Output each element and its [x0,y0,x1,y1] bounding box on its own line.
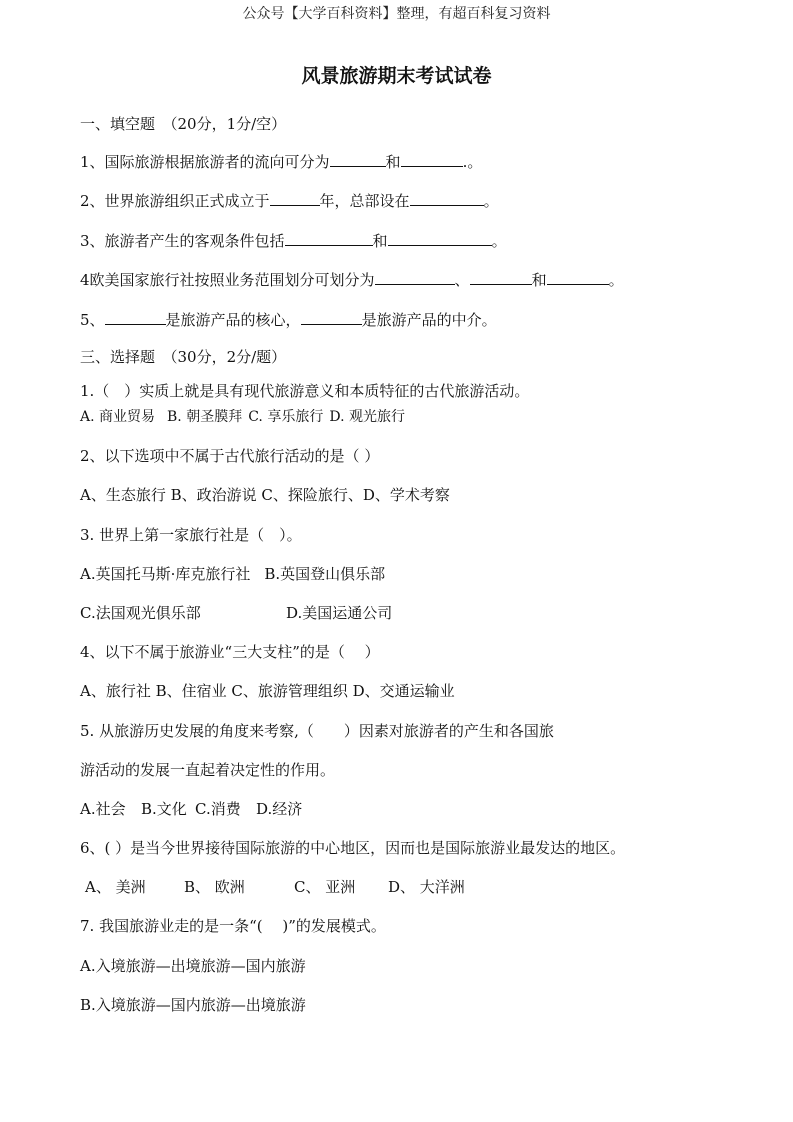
option: D. 观光旅行 [329,409,405,425]
page-title: 风景旅游期末考试试卷 [301,65,492,87]
choice-options-4: A、旅行社 B、住宿业 C、旅游管理组织 D、交通运输业 [80,682,455,700]
option: D、 大洋洲 [388,878,465,896]
fill-question-1 [80,151,482,172]
choice-question-5-line1: 5. 从旅游历史发展的角度来考察,（ ）因素对旅游者的产生和各国旅 [80,722,554,740]
option: C. 享乐旅行 [248,409,324,425]
answer-blank [388,230,492,246]
answer-blank [401,151,463,167]
choice-options-3b [80,603,393,623]
text: 。 [491,232,507,250]
answer-blank [547,269,609,285]
fill-question-4 [80,269,624,290]
answer-blank [410,190,484,206]
answer-blank [375,269,455,285]
choice-options-1 [80,407,405,427]
choice-question-5-line2: 游活动的发展一直起着决定性的作用。 [80,761,336,779]
fill-question-5 [80,309,497,330]
option: C.消费 [195,800,241,818]
choice-question-4: 4、以下不属于旅游业“三大支柱”的是（ ） [80,643,380,661]
option: B、 欧洲 [184,878,245,896]
option: A. 商业贸易 [80,409,156,425]
option: B. 朝圣膜拜 [167,409,243,425]
option: C、 亚洲 [294,878,356,896]
text: .。 [462,153,483,171]
text: 2、世界旅游组织正式成立于 [80,192,270,210]
text: 是旅游产品的中介。 [361,311,497,329]
option: A.英国托马斯·库克旅行社 [80,565,251,583]
text: 、 [454,271,470,289]
choice-question-7: 7. 我国旅游业走的是一条“( )”的发展模式。 [80,917,386,935]
section-fill-in-heading: 一、填空题 （20分，1分/空） [80,115,287,133]
section-choice-heading: 三、选择题 （30分，2分/题） [80,348,287,366]
choice-option-7b: B.入境旅游—国内旅游—出境旅游 [80,996,306,1014]
text: 和 [372,232,388,250]
text: 5、 [80,311,105,329]
choice-question-6: 6、( ）是当今世界接待国际旅游的中心地区，因而也是国际旅游业最发达的地区。 [80,839,626,857]
option: A.社会 [80,800,126,818]
choice-question-2: 2、以下选项中不属于古代旅行活动的是（ ） [80,447,380,465]
page-header: 公众号【大学百科资料】整理，有超百科复习资料 [242,6,551,22]
option: C.法国观光俱乐部 [80,604,201,622]
choice-options-3a [80,564,385,584]
answer-blank [285,230,373,246]
text: 1、国际旅游根据旅游者的流向可分为 [80,153,330,171]
text: 是旅游产品的核心， [165,311,301,329]
option: A、 美洲 [85,878,146,896]
text: 。 [483,192,499,210]
fill-question-3 [80,230,507,251]
answer-blank [105,309,166,325]
answer-blank [330,151,386,167]
text: 年，总部设在 [319,192,410,210]
fill-question-2 [80,190,499,211]
text: 。 [608,271,624,289]
choice-options-2: A、生态旅行 B、政治游说 C、探险旅行、D、学术考察 [80,486,450,504]
option: B.英国登山俱乐部 [264,565,386,583]
option: B.文化 [141,800,187,818]
text: 和 [531,271,547,289]
answer-blank [270,190,320,206]
answer-blank [301,309,362,325]
option: D.美国运通公司 [286,604,393,622]
text: 和 [385,153,401,171]
choice-question-3: 3. 世界上第一家旅行社是（ ）。 [80,526,302,544]
choice-question-1: 1.（ ）实质上就是具有现代旅游意义和本质特征的古代旅游活动。 [80,382,530,400]
choice-option-7a: A.入境旅游—出境旅游—国内旅游 [80,957,306,975]
text: 3、旅游者产生的客观条件包括 [80,232,285,250]
answer-blank [470,269,532,285]
option: D.经济 [256,800,303,818]
text: 4欧美国家旅行社按照业务范围划分可划分为 [80,271,375,289]
